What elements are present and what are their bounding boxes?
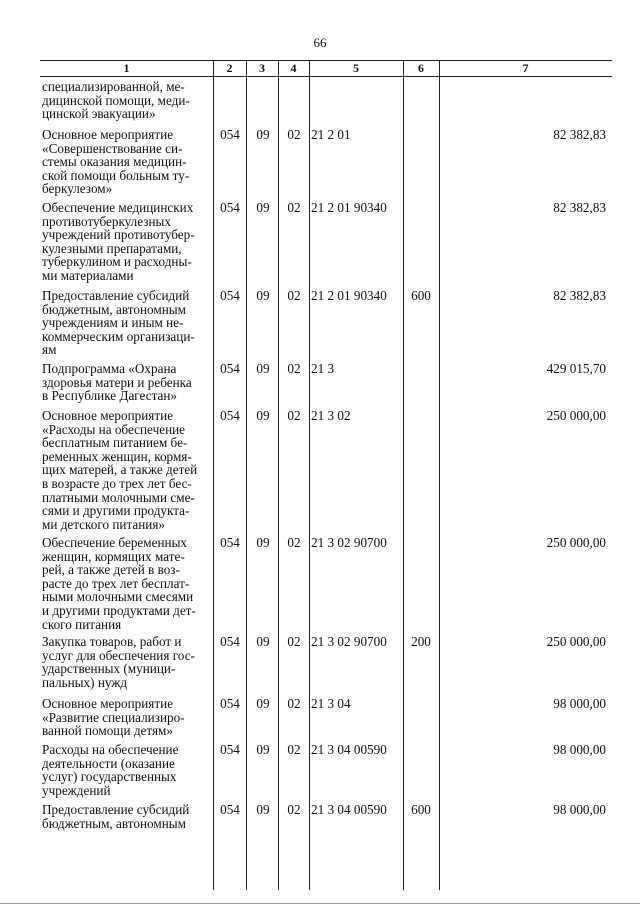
cell-c3: 09: [256, 696, 270, 711]
cell-c3: 09: [256, 742, 270, 757]
cell-c4: 02: [287, 288, 301, 303]
column-divider: [403, 60, 404, 890]
column-divider: [439, 60, 440, 890]
column-divider: [213, 60, 214, 890]
description-line: «Совершенствование си-: [42, 140, 183, 156]
description-line: здоровья матери и ребенка: [42, 374, 192, 390]
row-description: [42, 128, 210, 196]
description-line: ударственных (муници-: [42, 661, 176, 677]
description-line: туберкулином и расходны-: [42, 254, 192, 270]
description-line: женщин, кормящих мате-: [42, 548, 185, 564]
description-line: Основное мероприятие: [42, 127, 174, 142]
cell-c3: 09: [256, 535, 270, 550]
description-line: расте до трех лет бесплат-: [42, 575, 190, 591]
description-line: услуг) государственных: [42, 769, 177, 785]
description-line: ми детского питания»: [42, 516, 166, 532]
description-line: кулезными препаратами,: [42, 240, 182, 256]
cell-c2: 054: [220, 361, 240, 376]
cell-c5: 21 3 02 90700: [311, 535, 387, 550]
cell-c3: 09: [256, 200, 270, 215]
description-line: ванной помощи детям»: [42, 723, 173, 739]
cell-c5: 21 2 01: [311, 127, 351, 142]
cell-c4: 02: [287, 200, 301, 215]
row-description: [42, 362, 210, 403]
header-col-3: 3: [259, 61, 265, 75]
description-line: в Республике Дагестан»: [42, 388, 177, 404]
cell-c5: 21 3 04 00590: [311, 802, 387, 817]
description-line: Расходы на обеспечение: [42, 742, 179, 757]
description-line: сями и другими продукта-: [42, 503, 190, 519]
cell-c7: 82 382,83: [553, 200, 606, 215]
description-line: услуг для обеспечения гос-: [42, 647, 195, 663]
description-line: и другими продуктами дет-: [42, 602, 196, 618]
description-line: в возрасте до трех лет бес-: [42, 475, 192, 491]
page-number: 66: [313, 35, 327, 50]
cell-c3: 09: [256, 361, 270, 376]
budget-table: [40, 60, 612, 890]
cell-c2: 054: [220, 634, 240, 649]
header-col-6: 6: [418, 61, 424, 75]
cell-c7: 98 000,00: [553, 696, 606, 711]
cell-c3: 09: [256, 127, 270, 142]
cell-c4: 02: [287, 742, 301, 757]
cell-c4: 02: [287, 535, 301, 550]
cell-c7: 250 000,00: [546, 634, 606, 649]
description-line: платными молочными сме-: [42, 489, 195, 505]
cell-c3: 09: [256, 802, 270, 817]
cell-c2: 054: [220, 696, 240, 711]
cell-c2: 054: [220, 127, 240, 142]
row-description: [42, 80, 210, 121]
cell-c4: 02: [287, 696, 301, 711]
column-divider: [309, 60, 310, 890]
cell-c3: 09: [256, 408, 270, 423]
cell-c6: 600: [411, 802, 431, 817]
cell-c2: 054: [220, 802, 240, 817]
row-description: [42, 289, 210, 357]
description-line: пальных) нужд: [42, 674, 128, 690]
row-description: [42, 635, 210, 689]
description-line: Обеспечение беременных: [42, 535, 188, 550]
header-col-4: 4: [290, 61, 297, 75]
description-line: деятельности (оказание: [42, 755, 175, 771]
cell-c6: 200: [411, 634, 431, 649]
description-line: бесплатным питанием бе-: [42, 435, 188, 451]
header-col-7: 7: [522, 61, 529, 75]
description-line: учреждений противотубер-: [42, 227, 195, 243]
description-line: ям: [42, 342, 57, 358]
cell-c5: 21 3: [311, 361, 335, 376]
description-line: Обеспечение медицинских: [42, 200, 194, 215]
description-line: щих матерей, а также детей: [42, 462, 198, 478]
row-description: [42, 409, 210, 531]
description-line: ского питания: [42, 616, 122, 632]
description-line: ременных женщин, кормя-: [42, 448, 192, 464]
row-description: [42, 201, 210, 283]
description-line: цинской эвакуации»: [42, 106, 156, 122]
cell-c5: 21 2 01 90340: [311, 200, 387, 215]
description-line: специализированной, ме-: [42, 79, 185, 94]
cell-c7: 82 382,83: [553, 288, 606, 303]
header-col-5: 5: [353, 61, 359, 75]
description-line: Предоставление субсидий: [42, 802, 190, 817]
column-divider: [278, 60, 279, 890]
cell-c3: 09: [256, 634, 270, 649]
description-line: Основное мероприятие: [42, 408, 174, 423]
cell-c5: 21 3 04 00590: [311, 742, 387, 757]
description-line: Подпрограмма «Охрана: [42, 361, 177, 376]
cell-c7: 82 382,83: [553, 127, 606, 142]
cell-c4: 02: [287, 634, 301, 649]
description-line: Закупка товаров, работ и: [42, 634, 182, 649]
description-line: Основное мероприятие: [42, 696, 174, 711]
description-line: коммерческим организаци-: [42, 328, 195, 344]
cell-c5: 21 3 02 90700: [311, 634, 387, 649]
description-line: «Развитие специализиро-: [42, 709, 185, 725]
cell-c4: 02: [287, 361, 301, 376]
description-line: противотуберкулезных: [42, 213, 171, 229]
description-line: беркулезом»: [42, 181, 113, 197]
cell-c2: 054: [220, 288, 240, 303]
description-line: дицинской помощи, меди-: [42, 92, 190, 108]
cell-c7: 429 015,70: [546, 361, 606, 376]
description-line: ской помощи больным ту-: [42, 167, 190, 183]
header-col-2: 2: [226, 61, 233, 75]
cell-c7: 250 000,00: [546, 535, 606, 550]
cell-c4: 02: [287, 802, 301, 817]
cell-c7: 98 000,00: [553, 742, 606, 757]
cell-c5: 21 3 02: [311, 408, 351, 423]
cell-c4: 02: [287, 127, 301, 142]
cell-c2: 054: [220, 742, 240, 757]
header-col-1: 1: [123, 61, 130, 75]
row-description: [42, 743, 210, 797]
description-line: стемы оказания медицин-: [42, 154, 187, 170]
description-line: учреждений: [42, 782, 111, 798]
description-line: рей, а также детей в воз-: [42, 562, 180, 578]
cell-c7: 250 000,00: [546, 408, 606, 423]
cell-c6: 600: [411, 288, 431, 303]
cell-c2: 054: [220, 408, 240, 423]
cell-c7: 98 000,00: [553, 802, 606, 817]
description-line: ми материалами: [42, 267, 134, 283]
cell-c5: 21 2 01 90340: [311, 288, 387, 303]
description-line: учреждениям и иным не-: [42, 315, 184, 331]
cell-c5: 21 3 04: [311, 696, 351, 711]
description-line: ными молочными смесями: [42, 589, 194, 605]
cell-c2: 054: [220, 200, 240, 215]
row-description: [42, 536, 210, 631]
cell-c4: 02: [287, 408, 301, 423]
column-divider: [246, 60, 247, 890]
row-description: [42, 803, 210, 830]
description-line: бюджетным, автономным: [42, 301, 186, 317]
description-line: «Расходы на обеспечение: [42, 421, 186, 437]
description-line: бюджетным, автономным: [42, 815, 186, 831]
description-line: Предоставление субсидий: [42, 288, 190, 303]
cell-c2: 054: [220, 535, 240, 550]
table-header: [40, 60, 612, 77]
cell-c3: 09: [256, 288, 270, 303]
page-bottom-rule: [0, 903, 640, 904]
row-description: [42, 697, 210, 738]
